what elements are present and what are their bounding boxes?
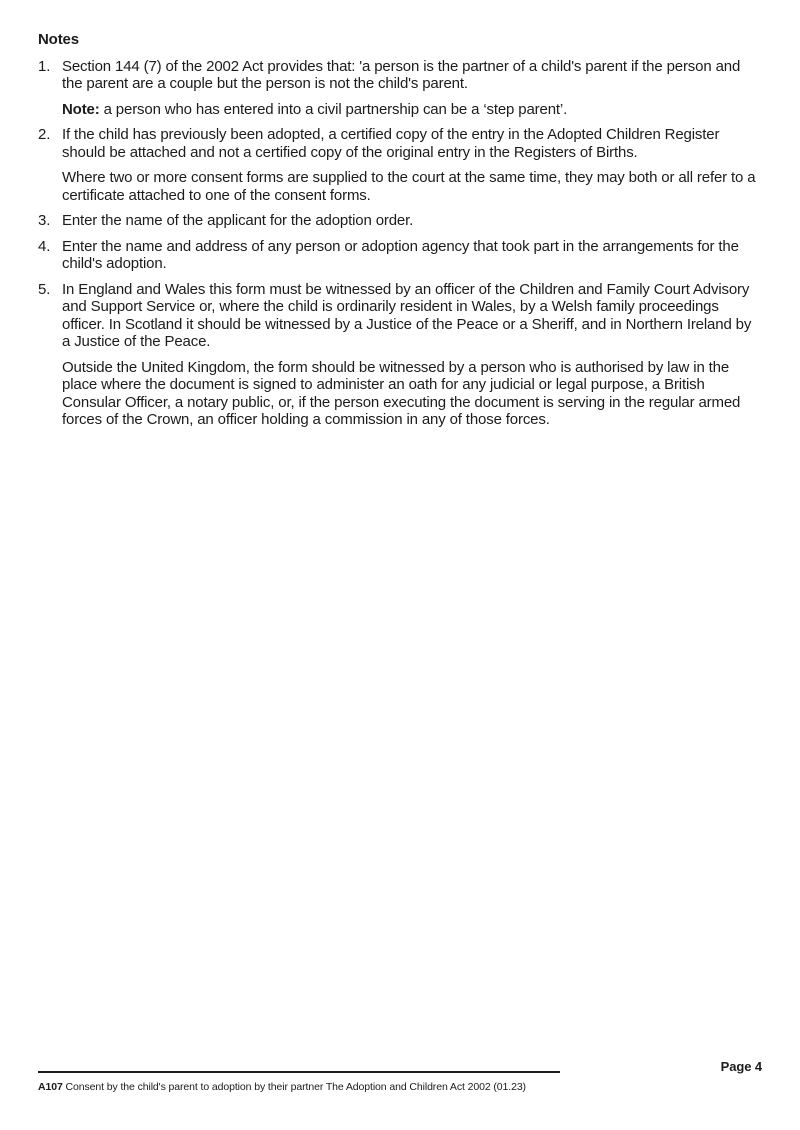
notes-section bbox=[38, 31, 762, 437]
note-item-3 bbox=[38, 212, 762, 230]
note-body bbox=[62, 212, 762, 230]
note-number: 1. bbox=[38, 57, 51, 75]
note-paragraph: Section 144 (7) of the 2002 Act provides that: 'a person is the partner of a child's parent if the person and the parent are a couple but the person is not the child's parent. bbox=[62, 57, 741, 92]
page-footer bbox=[38, 1058, 762, 1104]
footer-top-row bbox=[38, 1058, 762, 1074]
note-body bbox=[62, 238, 762, 273]
notes-heading: Notes bbox=[38, 31, 79, 48]
note-number: 2. bbox=[38, 126, 51, 143]
note-label-text: a person who has entered into a civil partnership can be a ‘step parent’. bbox=[99, 100, 568, 118]
note-number: 4. bbox=[38, 237, 51, 255]
note-paragraph: Where two or more consent forms are supplied to the court at the same time, they may both or all refer to a certificate attached to one of the consent forms. bbox=[62, 169, 756, 204]
note-item-1 bbox=[38, 58, 762, 119]
note-paragraph: If the child has previously been adopted, a certified copy of the entry in the Adopted Children Register should be attached and not a certified copy of the original entry in the Registers of Births. bbox=[62, 126, 720, 161]
note-number: 5. bbox=[38, 280, 51, 298]
footer-caption bbox=[38, 1081, 762, 1093]
page-number: Page 4 bbox=[720, 1059, 762, 1074]
note-label: Note: bbox=[62, 100, 100, 118]
note-item-5 bbox=[38, 281, 762, 429]
note-paragraph: In England and Wales this form must be witnessed by an officer of the Children and Family Court Advisory and Support Service or, where the child is ordinarily resident in Wales, by a Welsh family proceedings officer. In Scotland it should be witnessed by a Justice of the Peace or a Sheriff, and in Northern Ireland by a Justice of the Peace. bbox=[62, 280, 752, 350]
form-code: A107 bbox=[38, 1081, 63, 1093]
note-item-2 bbox=[38, 126, 762, 204]
note-body bbox=[62, 281, 762, 429]
form-caption-text: Consent by the child's parent to adoption by their partner The Adoption and Children Act 2002 (01.23) bbox=[62, 1081, 526, 1093]
note-body bbox=[62, 58, 762, 119]
footer-divider bbox=[38, 1071, 560, 1073]
note-number: 3. bbox=[38, 212, 51, 229]
note-paragraph: Enter the name and address of any person or adoption agency that took part in the arrangements for the child's adoption. bbox=[62, 237, 739, 272]
note-paragraph: Enter the name of the applicant for the adoption order. bbox=[62, 212, 414, 229]
note-paragraph: Outside the United Kingdom, the form should be witnessed by a person who is authorised by law in the place where the document is signed to administer an oath for any judicial or legal purpose, a British Consular Officer, a notary public, or, if the person executing the document is serving in the regular armed forces of the Crown, an officer holding a commission in any of those forces. bbox=[62, 358, 741, 428]
note-emphasis-paragraph bbox=[62, 101, 762, 119]
notes-list bbox=[38, 58, 762, 429]
note-body bbox=[62, 126, 762, 204]
note-item-4 bbox=[38, 238, 762, 273]
